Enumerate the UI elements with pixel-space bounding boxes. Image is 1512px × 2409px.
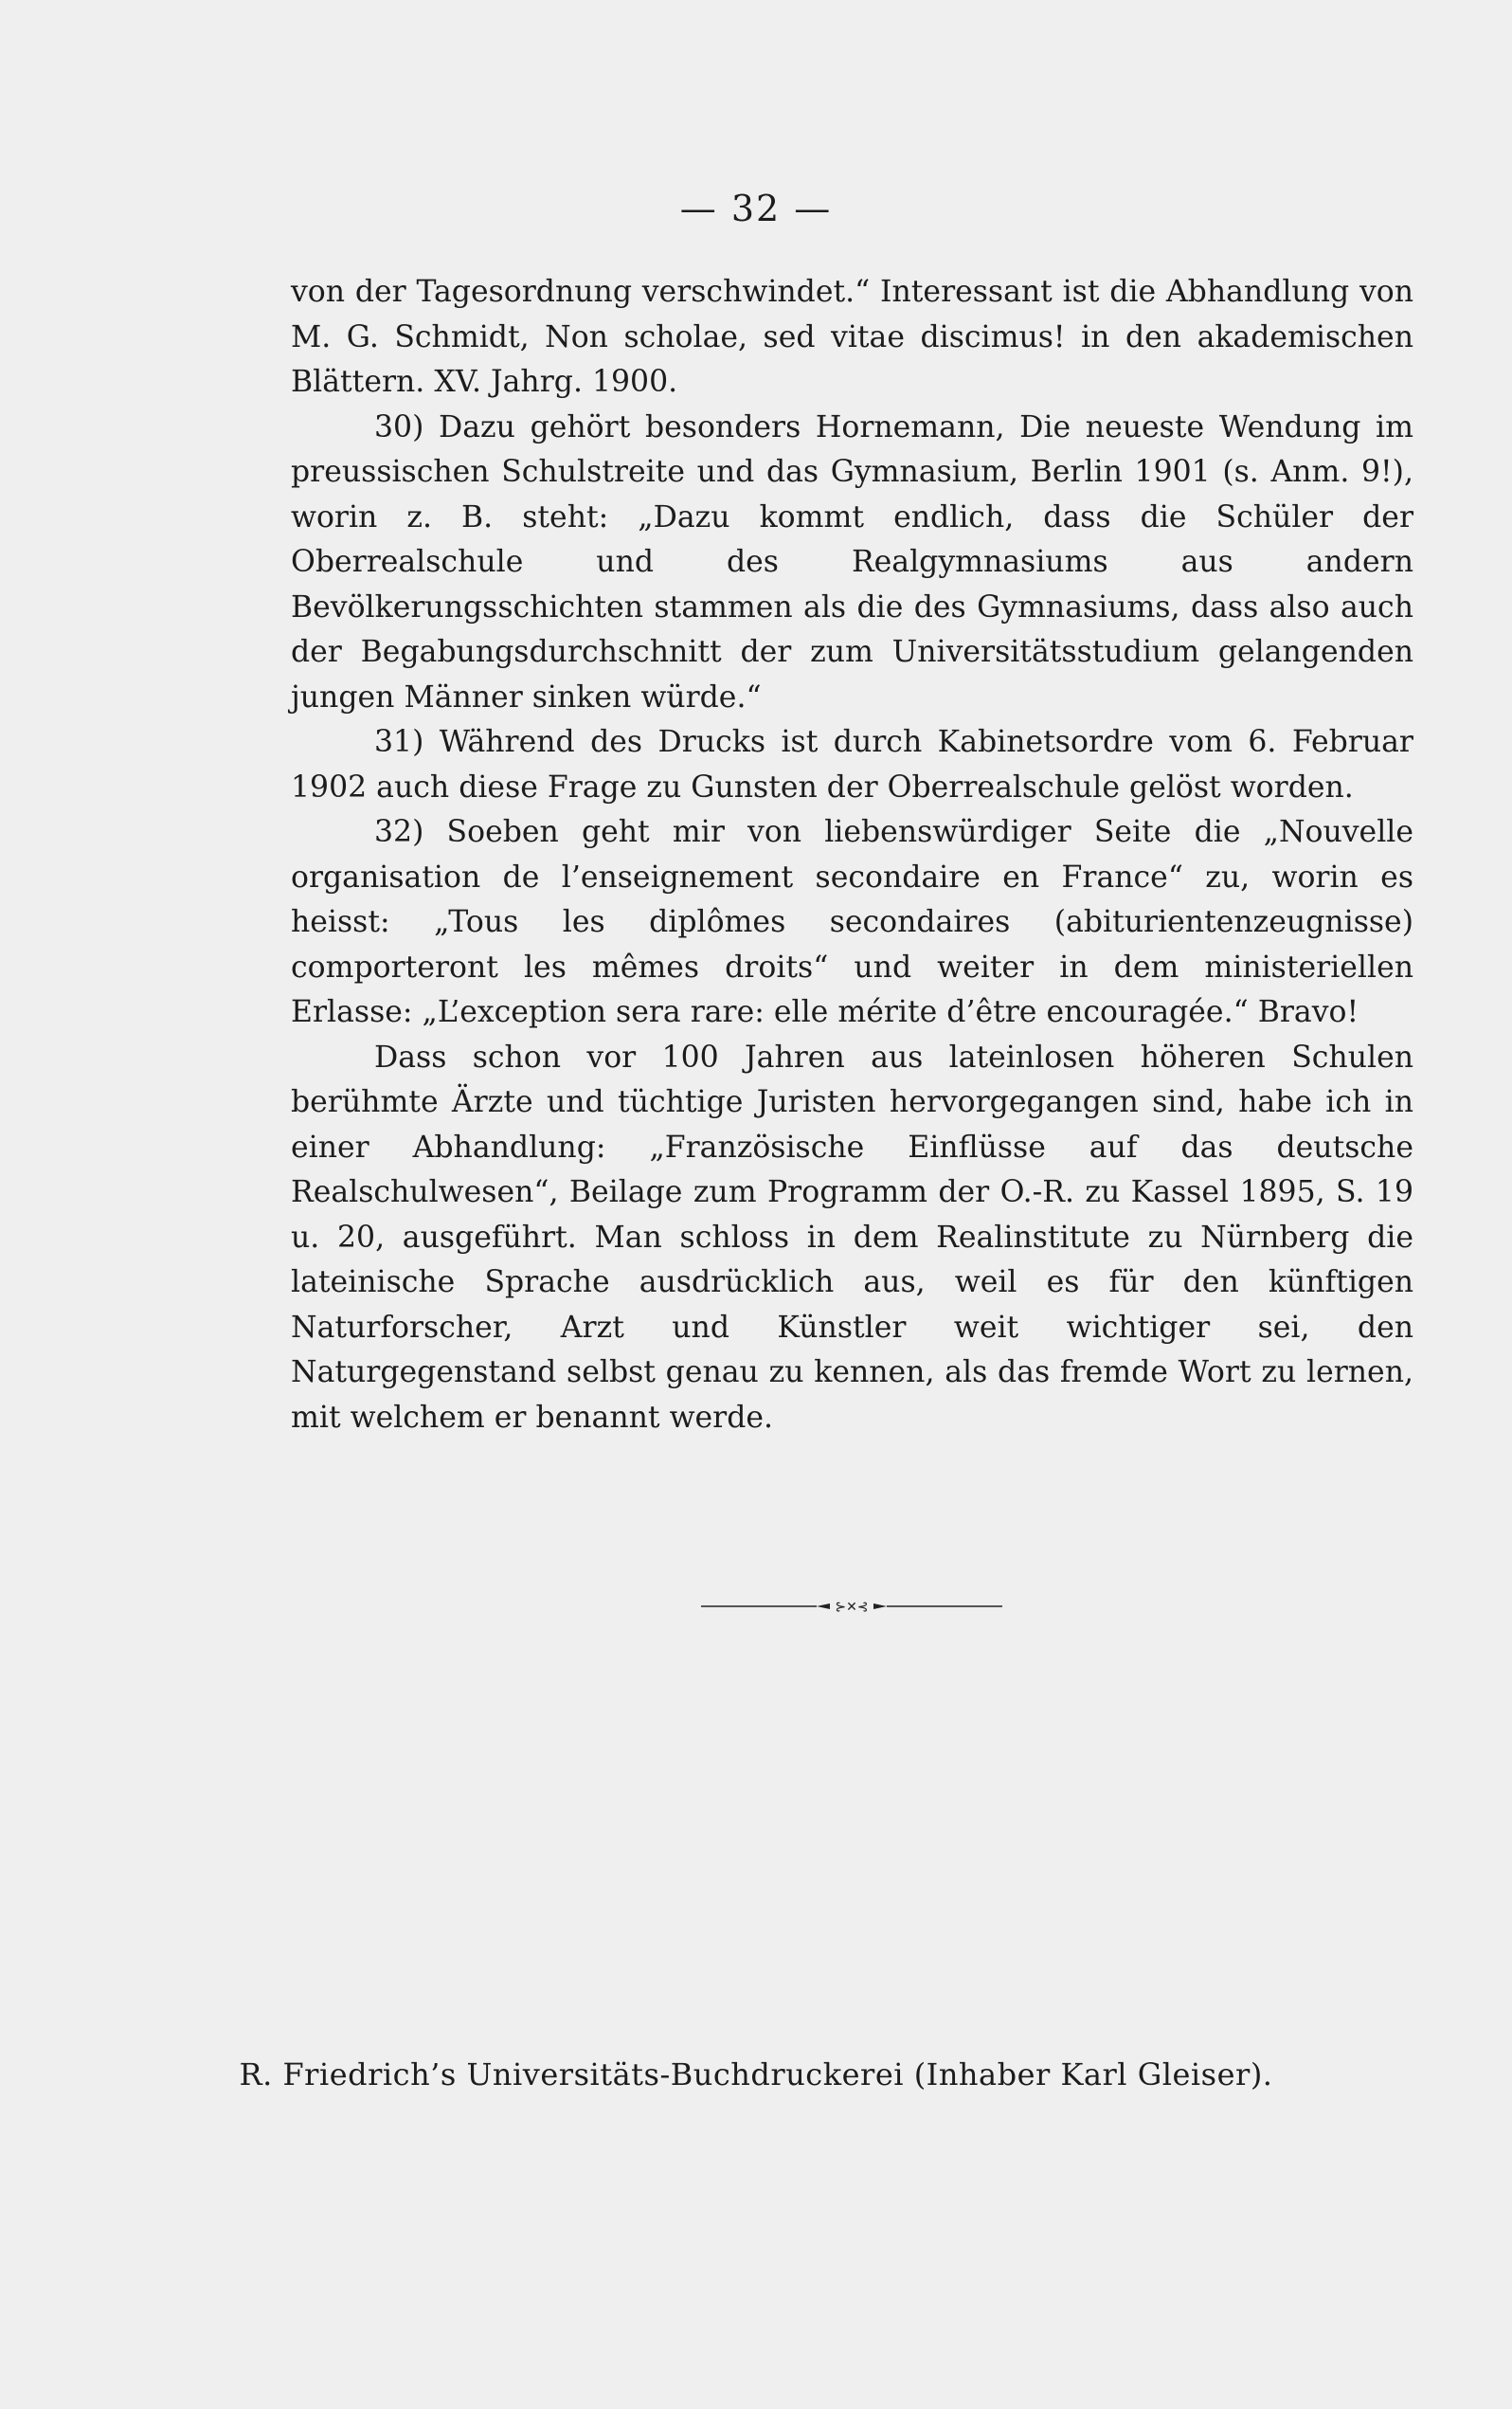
footnote-32: 32) Soeben geht mir von liebenswürdiger Seite die „Nouvelle organisation de l’enseignement secondaire en France“ zu, worin es heisst: „Tous les diplômes secondaires (abiturientenzeugnisse) comporteront les mêmes droits“ und weiter in dem ministeriellen Erlasse: „L’exception sera rare: elle mérite d’être encouragée.“ Bravo! [291, 815, 1413, 1029]
footnote-30: 30) Dazu gehört besonders Hornemann, Die neueste Wendung im preussischen Schulstreite und das Gymnasium, Berlin 1901 (s. Anm. 9!), worin z. B. steht: „Dazu kommt endlich, dass die Schüler der Oberrealschule und des Realgymnasiums aus andern Bevölkerungsschichten stammen als die des Gymnasiums, dass also auch der Begabungsdurchschnitt der zum Universitätsstudium gelangenden jungen Männer sinken würde.“ [291, 409, 1413, 715]
page-number: — 32 — [679, 188, 833, 229]
printer-imprint: R. Friedrich’s Universitäts-Buchdruckerei (Inhaber Karl Gleiser). [239, 2056, 1273, 2092]
paragraph-realschule: Dass schon vor 100 Jahren aus lateinlosen höheren Schulen berühmte Ärzte und tüchtige Juristen hervorgegangen sind, habe ich in einer Abhandlung: „Französische Einflüsse auf das deutsche Realschulwesen“, Beilage zum Programm der O.-R. zu Kassel 1895, S. 19 u. 20, ausgeführt. Man schloss in dem Realinstitute zu Nürnberg die lateinische Sprache ausdrücklich aus, weil es für den künftigen Naturforscher, Arzt und Künstler weit wichtiger sei, den Naturgegenstand selbst genau zu kennen, als das fremde Wort zu lernen, mit welchem er benannt werde. [291, 1040, 1413, 1435]
footnote-31: 31) Während des Drucks ist durch Kabinetsordre vom 6. Februar 1902 auch diese Frage zu Gunsten der Oberrealschule gelöst worden. [291, 725, 1413, 805]
end-ornament [701, 1600, 1002, 1613]
svg-text:⊱✕⊰: ⊱✕⊰ [835, 1600, 869, 1613]
paragraph-continuation: von der Tagesordnung verschwindet.“ Interessant ist die Abhandlung von M. G. Schmidt, Non scholae, sed vitae discimus! in den akademischen Blättern. XV. Jahrg. 1900. [291, 275, 1413, 399]
body-text [291, 270, 1413, 1440]
